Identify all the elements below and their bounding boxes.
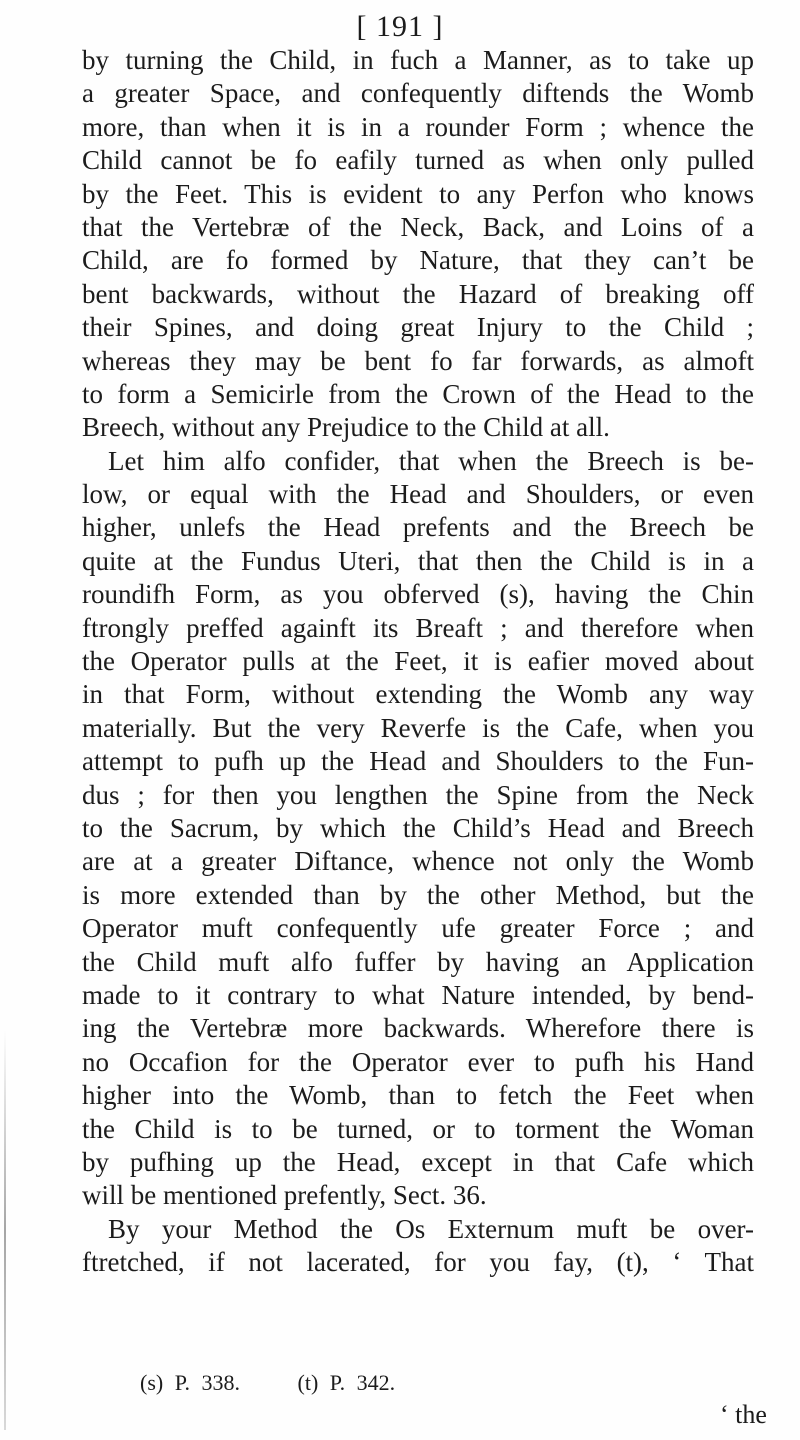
text-line: ing the Vertebræ more backwards. Wherefore there is <box>82 1013 754 1044</box>
text-line: is more extended than by the other Method, but the <box>82 879 754 910</box>
text-line: roundifh Form, as you obferved (s), having the Chin <box>82 579 754 610</box>
text-line: no Occafion for the Operator ever to pufh his Hand <box>82 1046 754 1077</box>
body-text <box>82 44 754 1279</box>
catchword: ‘ the <box>720 1400 767 1429</box>
text-line: attempt to pufh up the Head and Shoulders to the Fun- <box>82 746 754 777</box>
text-line: by pufhing up the Head, except in that Cafe which <box>82 1146 754 1177</box>
text-line: higher, unlefs the Head prefents and the Breech be <box>82 512 754 543</box>
text-line: made to it contrary to what Nature intended, by bend- <box>82 979 754 1010</box>
text-line: in that Form, without extending the Womb any way <box>82 679 754 710</box>
text-line: a greater Space, and confequently diftends the Womb <box>82 78 754 109</box>
text-line: bent backwards, without the Hazard of breaking off <box>82 278 754 309</box>
footnote-t: (t) P. 342. <box>297 1370 396 1395</box>
text-line: the Child muft alfo fuffer by having an Application <box>82 946 754 977</box>
text-line: to the Sacrum, by which the Child’s Head and Breech <box>82 812 754 843</box>
text-line: low, or equal with the Head and Shoulders, or even <box>82 479 754 510</box>
text-line: Child cannot be fo eafily turned as when only pulled <box>82 145 754 176</box>
text-line: will be mentioned prefently, Sect. 36. <box>82 1180 487 1211</box>
text-line: by the Feet. This is evident to any Perfon who knows <box>82 178 754 209</box>
text-line: ftretched, if not lacerated, for you fay, (t), ‘ That <box>82 1247 754 1278</box>
text-line: that the Vertebræ of the Neck, Back, and Loins of a <box>82 211 754 242</box>
text-line: dus ; for then you lengthen the Spine from the Neck <box>82 779 754 810</box>
text-line: Breech, without any Prejudice to the Child at all. <box>82 412 610 443</box>
text-line: Let him alfo confider, that when the Breech is be- <box>108 445 754 476</box>
text-line: by turning the Child, in fuch a Manner, as to take up <box>82 45 754 75</box>
text-line: whereas they may be bent fo far forwards, as almoft <box>82 345 754 376</box>
scan-shadow-edge <box>4 1030 6 1430</box>
page-number: [ 191 ] <box>356 10 444 43</box>
text-line: the Child is to be turned, or to torment the Woman <box>82 1113 754 1144</box>
text-line: Operator muft confequently ufe greater Force ; and <box>82 913 754 944</box>
text-line: quite at the Fundus Uteri, that then the Child is in a <box>82 545 754 576</box>
text-line: the Operator pulls at the Feet, it is eafier moved about <box>82 646 754 677</box>
text-line: more, than when it is in a rounder Form ; whence the <box>82 111 754 142</box>
text-line: higher into the Womb, than to fetch the Feet when <box>82 1080 754 1111</box>
footnotes <box>140 1370 441 1396</box>
text-line: are at a greater Diftance, whence not only the Womb <box>82 846 754 877</box>
footnote-s: (s) P. 338. <box>140 1370 241 1395</box>
text-line: ftrongly preffed againft its Breaft ; and therefore when <box>82 612 754 643</box>
text-line: to form a Semicirle from the Crown of the Head to the <box>82 378 754 409</box>
text-line: their Spines, and doing great Injury to the Child ; <box>82 312 754 343</box>
text-line: By your Method the Os Externum muft be over- <box>108 1213 754 1244</box>
text-line: Child, are fo formed by Nature, that they can’t be <box>82 245 754 276</box>
text-line: materially. But the very Reverfe is the Cafe, when you <box>82 712 754 743</box>
